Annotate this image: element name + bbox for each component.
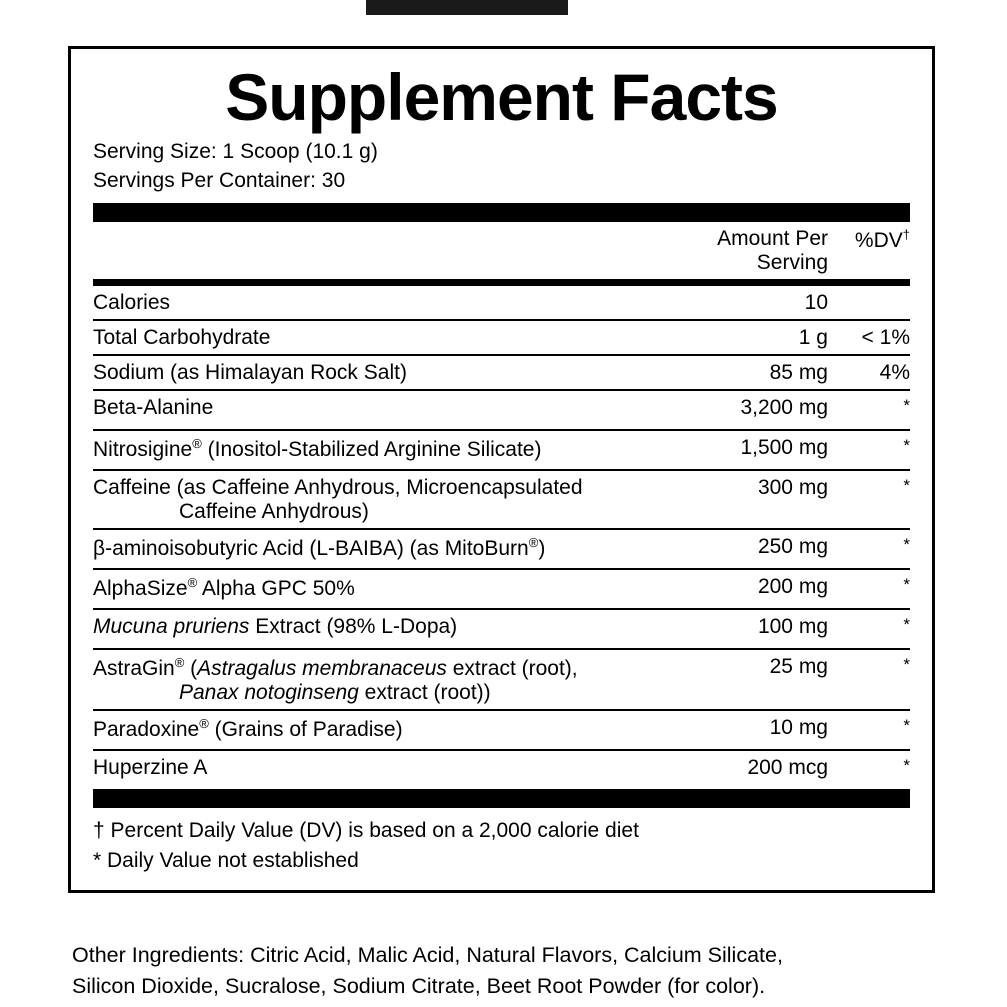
facts-table-body [93, 286, 910, 789]
row-name: Beta-Alanine [93, 390, 668, 430]
serving-size: Serving Size: 1 Scoop (10.1 g) [93, 140, 378, 164]
table-row [93, 470, 910, 529]
row-name: AstraGin® (Astragalus membranaceus extract (root), Panax notoginseng extract (root)) [93, 649, 668, 710]
servings-per-container: Servings Per Container: 30 [93, 168, 346, 192]
row-dv: * [836, 609, 910, 649]
row-name: Huperzine A [93, 755, 208, 779]
footnote-dagger: † Percent Daily Value (DV) is based on a 2,000 calorie diet [93, 818, 639, 842]
table-row [93, 529, 910, 569]
row-dv: * [836, 470, 910, 529]
table-row [93, 430, 910, 470]
header-amount-per-serving: Amount Per Serving [717, 226, 828, 274]
footnote-star: * Daily Value not established [93, 848, 359, 872]
row-amount: 250 mg [668, 529, 836, 569]
row-dv: < 1% [836, 320, 910, 355]
row-name: Calories [93, 286, 668, 320]
row-dv [836, 286, 910, 320]
other-ingredients-line-1: Other Ingredients: Citric Acid, Malic Acid, Natural Flavors, Calcium Silicate, [72, 943, 783, 967]
divider-thick-top [93, 203, 910, 222]
row-amount: 10 mg [668, 710, 836, 750]
divider-thick-bottom [93, 789, 910, 808]
row-amount: 25 mg [668, 649, 836, 710]
other-ingredients [72, 940, 952, 1002]
header-dagger: † [902, 226, 910, 242]
row-amount: 200 mcg [747, 755, 828, 779]
table-row [93, 710, 910, 750]
row-dv: * [836, 529, 910, 569]
row-dv: * [836, 390, 910, 430]
page-title: Supplement Facts [225, 60, 778, 134]
row-amount: 85 mg [668, 355, 836, 390]
row-name: Caffeine (as Caffeine Anhydrous, Microencapsulated Caffeine Anhydrous) [93, 470, 668, 529]
facts-table [93, 222, 910, 279]
row-dv: * [836, 569, 910, 609]
row-dv: * [903, 755, 910, 775]
row-amount: 1 g [668, 320, 836, 355]
row-amount: 100 mg [668, 609, 836, 649]
footnotes [93, 808, 910, 876]
row-name: Mucuna pruriens Extract (98% L-Dopa) [93, 609, 668, 649]
row-dv: 4% [836, 355, 910, 390]
row-amount: 10 [668, 286, 836, 320]
row-amount: 3,200 mg [668, 390, 836, 430]
row-name: Paradoxine® (Grains of Paradise) [93, 710, 668, 750]
row-name: Total Carbohydrate [93, 320, 668, 355]
row-name: Nitrosigine® (Inositol-Stabilized Arginine Silicate) [93, 430, 668, 470]
row-name: β-aminoisobutyric Acid (L-BAIBA) (as MitoBurn®) [93, 529, 668, 569]
row-name: AlphaSize® Alpha GPC 50% [93, 569, 668, 609]
row-amount: 1,500 mg [668, 430, 836, 470]
table-row [93, 649, 910, 710]
header-percent-dv [836, 222, 910, 279]
supplement-facts-panel [68, 46, 935, 893]
row-amount: 300 mg [668, 470, 836, 529]
other-ingredients-line-2: Silicon Dioxide, Sucralose, Sodium Citrate, Beet Root Powder (for color). [72, 974, 766, 999]
row-dv: * [836, 649, 910, 710]
table-header-row [93, 222, 910, 279]
header-percent-dv-label: %DV [854, 228, 903, 252]
table-row [93, 355, 910, 390]
top-black-bar [366, 0, 568, 15]
table-row [93, 609, 910, 649]
row-dv: * [836, 710, 910, 750]
table-row [93, 569, 910, 609]
header-blank [93, 222, 668, 279]
row-dv: * [836, 430, 910, 470]
table-row [93, 286, 910, 320]
divider-medium [93, 279, 910, 286]
row-amount: 200 mg [668, 569, 836, 609]
table-row [93, 750, 910, 789]
table-row [93, 320, 910, 355]
row-name: Sodium (as Himalayan Rock Salt) [93, 355, 668, 390]
table-row [93, 390, 910, 430]
